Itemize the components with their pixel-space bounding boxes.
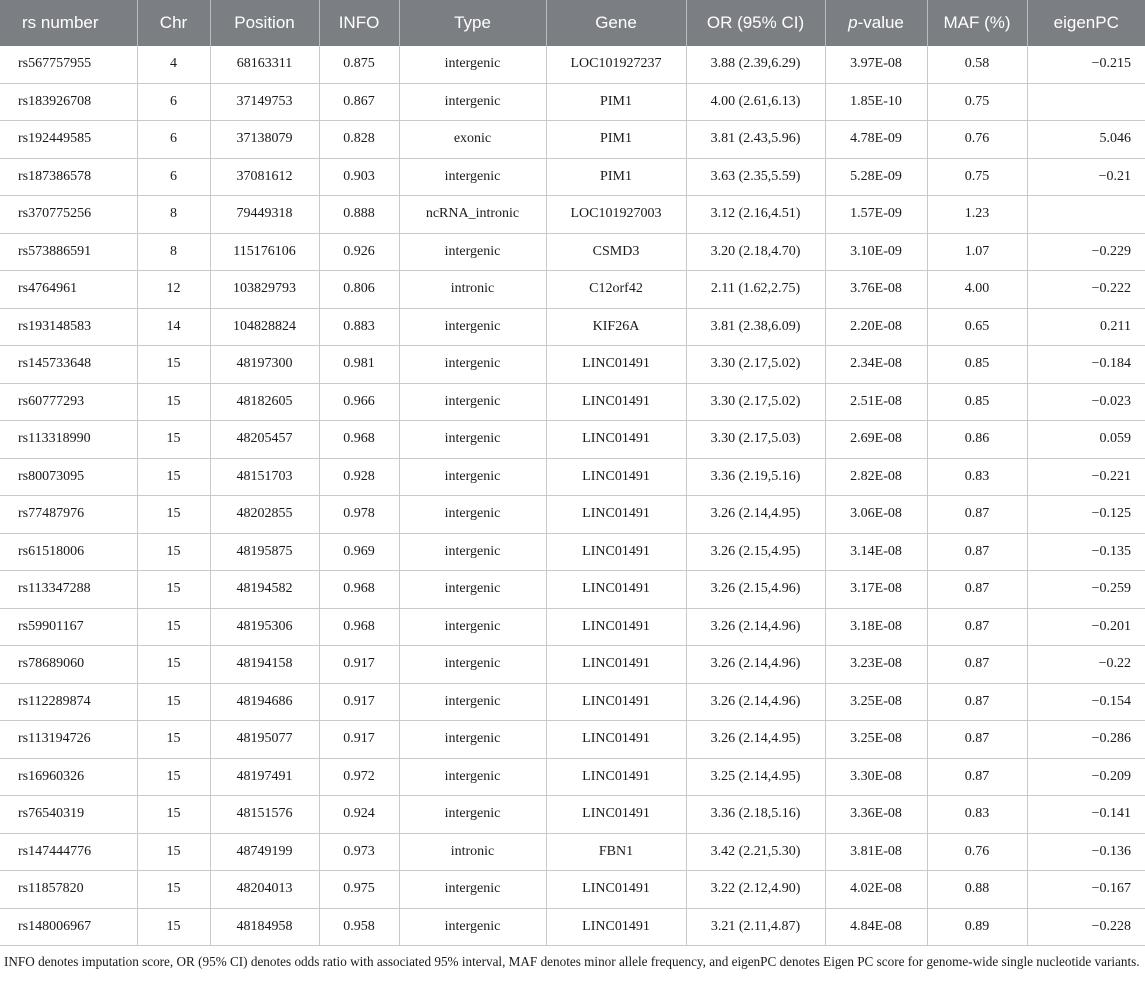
table-body [0, 46, 1145, 946]
cell-info: 0.917 [319, 721, 399, 759]
p-italic: p [848, 13, 858, 32]
cell-chr: 15 [137, 908, 210, 946]
cell-gene: LINC01491 [546, 721, 686, 759]
cell-gene: CSMD3 [546, 233, 686, 271]
cell-info: 0.926 [319, 233, 399, 271]
cell-eigenpc: −0.229 [1027, 233, 1145, 271]
cell-maf: 0.83 [927, 458, 1027, 496]
col-header-p-value [825, 0, 927, 46]
cell-odds-ratio: 3.26 (2.14,4.96) [686, 646, 825, 684]
cell-p-value: 5.28E-09 [825, 158, 927, 196]
cell-eigenpc [1027, 83, 1145, 121]
cell-type: ncRNA_intronic [399, 196, 546, 234]
cell-maf: 0.87 [927, 646, 1027, 684]
cell-gene: FBN1 [546, 833, 686, 871]
cell-odds-ratio: 3.26 (2.14,4.95) [686, 496, 825, 534]
cell-p-value: 3.06E-08 [825, 496, 927, 534]
cell-odds-ratio: 3.22 (2.12,4.90) [686, 871, 825, 909]
cell-gene: LINC01491 [546, 796, 686, 834]
cell-type: intergenic [399, 383, 546, 421]
cell-maf: 0.75 [927, 83, 1027, 121]
cell-eigenpc: 5.046 [1027, 121, 1145, 159]
cell-type: intergenic [399, 308, 546, 346]
cell-p-value: 2.82E-08 [825, 458, 927, 496]
cell-type: intergenic [399, 908, 546, 946]
cell-gene: PIM1 [546, 83, 686, 121]
cell-type: intergenic [399, 458, 546, 496]
cell-gene: LINC01491 [546, 871, 686, 909]
cell-rs-number: rs112289874 [0, 683, 137, 721]
cell-type: intergenic [399, 646, 546, 684]
cell-chr: 15 [137, 383, 210, 421]
cell-maf: 0.83 [927, 796, 1027, 834]
cell-p-value: 1.85E-10 [825, 83, 927, 121]
cell-eigenpc [1027, 196, 1145, 234]
cell-position: 103829793 [210, 271, 319, 309]
cell-eigenpc: −0.136 [1027, 833, 1145, 871]
table-row [0, 908, 1145, 946]
cell-type: intergenic [399, 721, 546, 759]
cell-eigenpc: −0.125 [1027, 496, 1145, 534]
table-row [0, 383, 1145, 421]
cell-chr: 15 [137, 458, 210, 496]
cell-rs-number: rs113194726 [0, 721, 137, 759]
col-header-or: OR (95% CI) [686, 0, 825, 46]
table-row [0, 46, 1145, 83]
cell-gene: LINC01491 [546, 571, 686, 609]
cell-eigenpc: −0.167 [1027, 871, 1145, 909]
table-row [0, 121, 1145, 159]
cell-odds-ratio: 3.12 (2.16,4.51) [686, 196, 825, 234]
cell-gene: LINC01491 [546, 383, 686, 421]
cell-odds-ratio: 3.30 (2.17,5.02) [686, 383, 825, 421]
cell-type: intergenic [399, 683, 546, 721]
cell-p-value: 3.17E-08 [825, 571, 927, 609]
cell-chr: 14 [137, 308, 210, 346]
cell-odds-ratio: 3.42 (2.21,5.30) [686, 833, 825, 871]
cell-type: intergenic [399, 233, 546, 271]
cell-info: 0.875 [319, 46, 399, 83]
cell-type: intronic [399, 271, 546, 309]
cell-info: 0.917 [319, 683, 399, 721]
cell-maf: 1.07 [927, 233, 1027, 271]
cell-chr: 6 [137, 158, 210, 196]
table-row [0, 496, 1145, 534]
cell-p-value: 2.69E-08 [825, 421, 927, 459]
cell-type: exonic [399, 121, 546, 159]
cell-chr: 8 [137, 196, 210, 234]
cell-odds-ratio: 3.36 (2.18,5.16) [686, 796, 825, 834]
cell-gene: LINC01491 [546, 683, 686, 721]
cell-rs-number: rs80073095 [0, 458, 137, 496]
cell-position: 37138079 [210, 121, 319, 159]
cell-eigenpc: −0.259 [1027, 571, 1145, 609]
table-row [0, 571, 1145, 609]
cell-chr: 15 [137, 496, 210, 534]
table-row [0, 608, 1145, 646]
cell-chr: 15 [137, 533, 210, 571]
cell-type: intergenic [399, 871, 546, 909]
cell-p-value: 3.36E-08 [825, 796, 927, 834]
cell-p-value: 2.20E-08 [825, 308, 927, 346]
cell-rs-number: rs16960326 [0, 758, 137, 796]
cell-maf: 0.65 [927, 308, 1027, 346]
col-header-eigenpc: eigenPC [1027, 0, 1145, 46]
cell-rs-number: rs193148583 [0, 308, 137, 346]
table-row [0, 271, 1145, 309]
cell-maf: 1.23 [927, 196, 1027, 234]
cell-maf: 0.87 [927, 571, 1027, 609]
cell-info: 0.867 [319, 83, 399, 121]
cell-info: 0.928 [319, 458, 399, 496]
cell-eigenpc: −0.154 [1027, 683, 1145, 721]
cell-type: intronic [399, 833, 546, 871]
cell-type: intergenic [399, 571, 546, 609]
cell-p-value: 4.02E-08 [825, 871, 927, 909]
cell-type: intergenic [399, 758, 546, 796]
table-row [0, 83, 1145, 121]
cell-rs-number: rs59901167 [0, 608, 137, 646]
table-row [0, 796, 1145, 834]
cell-odds-ratio: 3.88 (2.39,6.29) [686, 46, 825, 83]
table-row [0, 196, 1145, 234]
cell-eigenpc: −0.023 [1027, 383, 1145, 421]
table-footnote: INFO denotes imputation score, OR (95% CI) denotes odds ratio with associated 95% interval, MAF denotes minor allele frequency, and eigenPC denotes Eigen PC score for genome-wide single nucleotide variants. [4, 954, 1140, 969]
col-header-chr: Chr [137, 0, 210, 46]
cell-position: 48184958 [210, 908, 319, 946]
cell-p-value: 3.25E-08 [825, 683, 927, 721]
cell-eigenpc: −0.21 [1027, 158, 1145, 196]
cell-position: 48182605 [210, 383, 319, 421]
cell-info: 0.888 [319, 196, 399, 234]
cell-odds-ratio: 3.30 (2.17,5.02) [686, 346, 825, 384]
cell-position: 37149753 [210, 83, 319, 121]
cell-odds-ratio: 3.30 (2.17,5.03) [686, 421, 825, 459]
cell-odds-ratio: 3.81 (2.43,5.96) [686, 121, 825, 159]
cell-type: intergenic [399, 533, 546, 571]
cell-p-value: 3.14E-08 [825, 533, 927, 571]
cell-gene: LINC01491 [546, 646, 686, 684]
cell-gene: LINC01491 [546, 908, 686, 946]
cell-type: intergenic [399, 158, 546, 196]
table-row [0, 646, 1145, 684]
cell-gene: LOC101927237 [546, 46, 686, 83]
cell-gene: KIF26A [546, 308, 686, 346]
cell-gene: LINC01491 [546, 608, 686, 646]
cell-position: 48151576 [210, 796, 319, 834]
cell-position: 48194686 [210, 683, 319, 721]
cell-gene: PIM1 [546, 121, 686, 159]
cell-odds-ratio: 3.20 (2.18,4.70) [686, 233, 825, 271]
cell-position: 48204013 [210, 871, 319, 909]
cell-position: 115176106 [210, 233, 319, 271]
cell-type: intergenic [399, 608, 546, 646]
cell-type: intergenic [399, 421, 546, 459]
col-header-position: Position [210, 0, 319, 46]
cell-info: 0.966 [319, 383, 399, 421]
cell-gene: PIM1 [546, 158, 686, 196]
cell-type: intergenic [399, 46, 546, 83]
cell-chr: 4 [137, 46, 210, 83]
cell-odds-ratio: 3.25 (2.14,4.95) [686, 758, 825, 796]
cell-rs-number: rs61518006 [0, 533, 137, 571]
cell-position: 48195875 [210, 533, 319, 571]
cell-chr: 15 [137, 833, 210, 871]
cell-eigenpc: −0.215 [1027, 46, 1145, 83]
cell-eigenpc: −0.222 [1027, 271, 1145, 309]
cell-gene: LINC01491 [546, 533, 686, 571]
cell-chr: 15 [137, 683, 210, 721]
cell-rs-number: rs148006967 [0, 908, 137, 946]
cell-chr: 8 [137, 233, 210, 271]
cell-rs-number: rs147444776 [0, 833, 137, 871]
cell-info: 0.903 [319, 158, 399, 196]
cell-maf: 0.76 [927, 121, 1027, 159]
col-header-gene: Gene [546, 0, 686, 46]
cell-odds-ratio: 3.63 (2.35,5.59) [686, 158, 825, 196]
cell-chr: 15 [137, 608, 210, 646]
cell-odds-ratio: 3.21 (2.11,4.87) [686, 908, 825, 946]
cell-odds-ratio: 4.00 (2.61,6.13) [686, 83, 825, 121]
cell-gene: LINC01491 [546, 458, 686, 496]
cell-chr: 15 [137, 421, 210, 459]
cell-position: 48197491 [210, 758, 319, 796]
cell-info: 0.969 [319, 533, 399, 571]
cell-position: 68163311 [210, 46, 319, 83]
cell-p-value: 2.51E-08 [825, 383, 927, 421]
cell-p-value: 4.84E-08 [825, 908, 927, 946]
cell-maf: 0.87 [927, 533, 1027, 571]
cell-maf: 0.75 [927, 158, 1027, 196]
cell-position: 48195077 [210, 721, 319, 759]
table-row [0, 421, 1145, 459]
cell-info: 0.958 [319, 908, 399, 946]
cell-chr: 15 [137, 758, 210, 796]
cell-p-value: 2.34E-08 [825, 346, 927, 384]
cell-gene: LINC01491 [546, 346, 686, 384]
p-suffix: -value [857, 13, 904, 32]
cell-maf: 0.87 [927, 683, 1027, 721]
cell-rs-number: rs145733648 [0, 346, 137, 384]
cell-gene: LINC01491 [546, 421, 686, 459]
cell-rs-number: rs567757955 [0, 46, 137, 83]
cell-p-value: 3.81E-08 [825, 833, 927, 871]
cell-rs-number: rs78689060 [0, 646, 137, 684]
cell-maf: 0.87 [927, 721, 1027, 759]
cell-odds-ratio: 3.26 (2.15,4.96) [686, 571, 825, 609]
cell-info: 0.981 [319, 346, 399, 384]
cell-chr: 15 [137, 571, 210, 609]
cell-type: intergenic [399, 83, 546, 121]
cell-maf: 0.87 [927, 758, 1027, 796]
cell-rs-number: rs4764961 [0, 271, 137, 309]
cell-position: 37081612 [210, 158, 319, 196]
cell-p-value: 1.57E-09 [825, 196, 927, 234]
cell-maf: 0.85 [927, 346, 1027, 384]
cell-p-value: 3.97E-08 [825, 46, 927, 83]
cell-odds-ratio: 3.81 (2.38,6.09) [686, 308, 825, 346]
cell-rs-number: rs76540319 [0, 796, 137, 834]
cell-eigenpc: −0.135 [1027, 533, 1145, 571]
cell-position: 48151703 [210, 458, 319, 496]
cell-maf: 0.87 [927, 608, 1027, 646]
cell-position: 48194158 [210, 646, 319, 684]
cell-maf: 0.85 [927, 383, 1027, 421]
cell-gene: C12orf42 [546, 271, 686, 309]
cell-rs-number: rs573886591 [0, 233, 137, 271]
col-header-info: INFO [319, 0, 399, 46]
cell-info: 0.917 [319, 646, 399, 684]
header-row [0, 0, 1145, 46]
cell-eigenpc: −0.184 [1027, 346, 1145, 384]
cell-info: 0.968 [319, 608, 399, 646]
table-row [0, 533, 1145, 571]
cell-position: 48197300 [210, 346, 319, 384]
cell-info: 0.883 [319, 308, 399, 346]
cell-chr: 12 [137, 271, 210, 309]
cell-info: 0.924 [319, 796, 399, 834]
table-row [0, 158, 1145, 196]
cell-eigenpc: −0.209 [1027, 758, 1145, 796]
table-row [0, 758, 1145, 796]
cell-p-value: 3.76E-08 [825, 271, 927, 309]
cell-info: 0.973 [319, 833, 399, 871]
cell-odds-ratio: 3.26 (2.14,4.96) [686, 608, 825, 646]
cell-odds-ratio: 2.11 (1.62,2.75) [686, 271, 825, 309]
cell-info: 0.972 [319, 758, 399, 796]
cell-p-value: 3.18E-08 [825, 608, 927, 646]
cell-rs-number: rs60777293 [0, 383, 137, 421]
cell-rs-number: rs11857820 [0, 871, 137, 909]
cell-maf: 0.88 [927, 871, 1027, 909]
table-row [0, 458, 1145, 496]
cell-gene: LINC01491 [546, 758, 686, 796]
cell-info: 0.975 [319, 871, 399, 909]
cell-odds-ratio: 3.26 (2.15,4.95) [686, 533, 825, 571]
cell-info: 0.968 [319, 421, 399, 459]
cell-rs-number: rs113347288 [0, 571, 137, 609]
cell-rs-number: rs183926708 [0, 83, 137, 121]
cell-type: intergenic [399, 346, 546, 384]
table-row [0, 683, 1145, 721]
cell-rs-number: rs187386578 [0, 158, 137, 196]
cell-p-value: 3.23E-08 [825, 646, 927, 684]
cell-gene: LOC101927003 [546, 196, 686, 234]
table-row [0, 308, 1145, 346]
cell-rs-number: rs370775256 [0, 196, 137, 234]
cell-info: 0.828 [319, 121, 399, 159]
table-row [0, 833, 1145, 871]
cell-odds-ratio: 3.36 (2.19,5.16) [686, 458, 825, 496]
cell-chr: 15 [137, 796, 210, 834]
col-header-maf: MAF (%) [927, 0, 1027, 46]
cell-maf: 0.76 [927, 833, 1027, 871]
cell-odds-ratio: 3.26 (2.14,4.95) [686, 721, 825, 759]
cell-maf: 4.00 [927, 271, 1027, 309]
cell-chr: 15 [137, 721, 210, 759]
cell-rs-number: rs77487976 [0, 496, 137, 534]
cell-rs-number: rs192449585 [0, 121, 137, 159]
cell-type: intergenic [399, 796, 546, 834]
cell-chr: 6 [137, 83, 210, 121]
cell-maf: 0.89 [927, 908, 1027, 946]
cell-eigenpc: 0.059 [1027, 421, 1145, 459]
cell-eigenpc: −0.22 [1027, 646, 1145, 684]
cell-info: 0.968 [319, 571, 399, 609]
cell-position: 79449318 [210, 196, 319, 234]
table-row [0, 721, 1145, 759]
cell-position: 48195306 [210, 608, 319, 646]
cell-eigenpc: −0.286 [1027, 721, 1145, 759]
cell-p-value: 3.25E-08 [825, 721, 927, 759]
cell-eigenpc: 0.211 [1027, 308, 1145, 346]
cell-chr: 15 [137, 346, 210, 384]
cell-type: intergenic [399, 496, 546, 534]
cell-p-value: 4.78E-09 [825, 121, 927, 159]
cell-p-value: 3.30E-08 [825, 758, 927, 796]
cell-eigenpc: −0.201 [1027, 608, 1145, 646]
cell-info: 0.806 [319, 271, 399, 309]
cell-p-value: 3.10E-09 [825, 233, 927, 271]
cell-gene: LINC01491 [546, 496, 686, 534]
cell-chr: 15 [137, 646, 210, 684]
cell-position: 48194582 [210, 571, 319, 609]
cell-maf: 0.58 [927, 46, 1027, 83]
cell-rs-number: rs113318990 [0, 421, 137, 459]
cell-chr: 15 [137, 871, 210, 909]
cell-maf: 0.86 [927, 421, 1027, 459]
cell-eigenpc: −0.228 [1027, 908, 1145, 946]
cell-eigenpc: −0.221 [1027, 458, 1145, 496]
table-row [0, 233, 1145, 271]
cell-position: 104828824 [210, 308, 319, 346]
col-header-rs-number: rs number [0, 0, 137, 46]
cell-position: 48749199 [210, 833, 319, 871]
cell-eigenpc: −0.141 [1027, 796, 1145, 834]
cell-position: 48205457 [210, 421, 319, 459]
cell-info: 0.978 [319, 496, 399, 534]
cell-position: 48202855 [210, 496, 319, 534]
cell-maf: 0.87 [927, 496, 1027, 534]
table-row [0, 346, 1145, 384]
cell-chr: 6 [137, 121, 210, 159]
col-header-type: Type [399, 0, 546, 46]
table-row [0, 871, 1145, 909]
cell-odds-ratio: 3.26 (2.14,4.96) [686, 683, 825, 721]
